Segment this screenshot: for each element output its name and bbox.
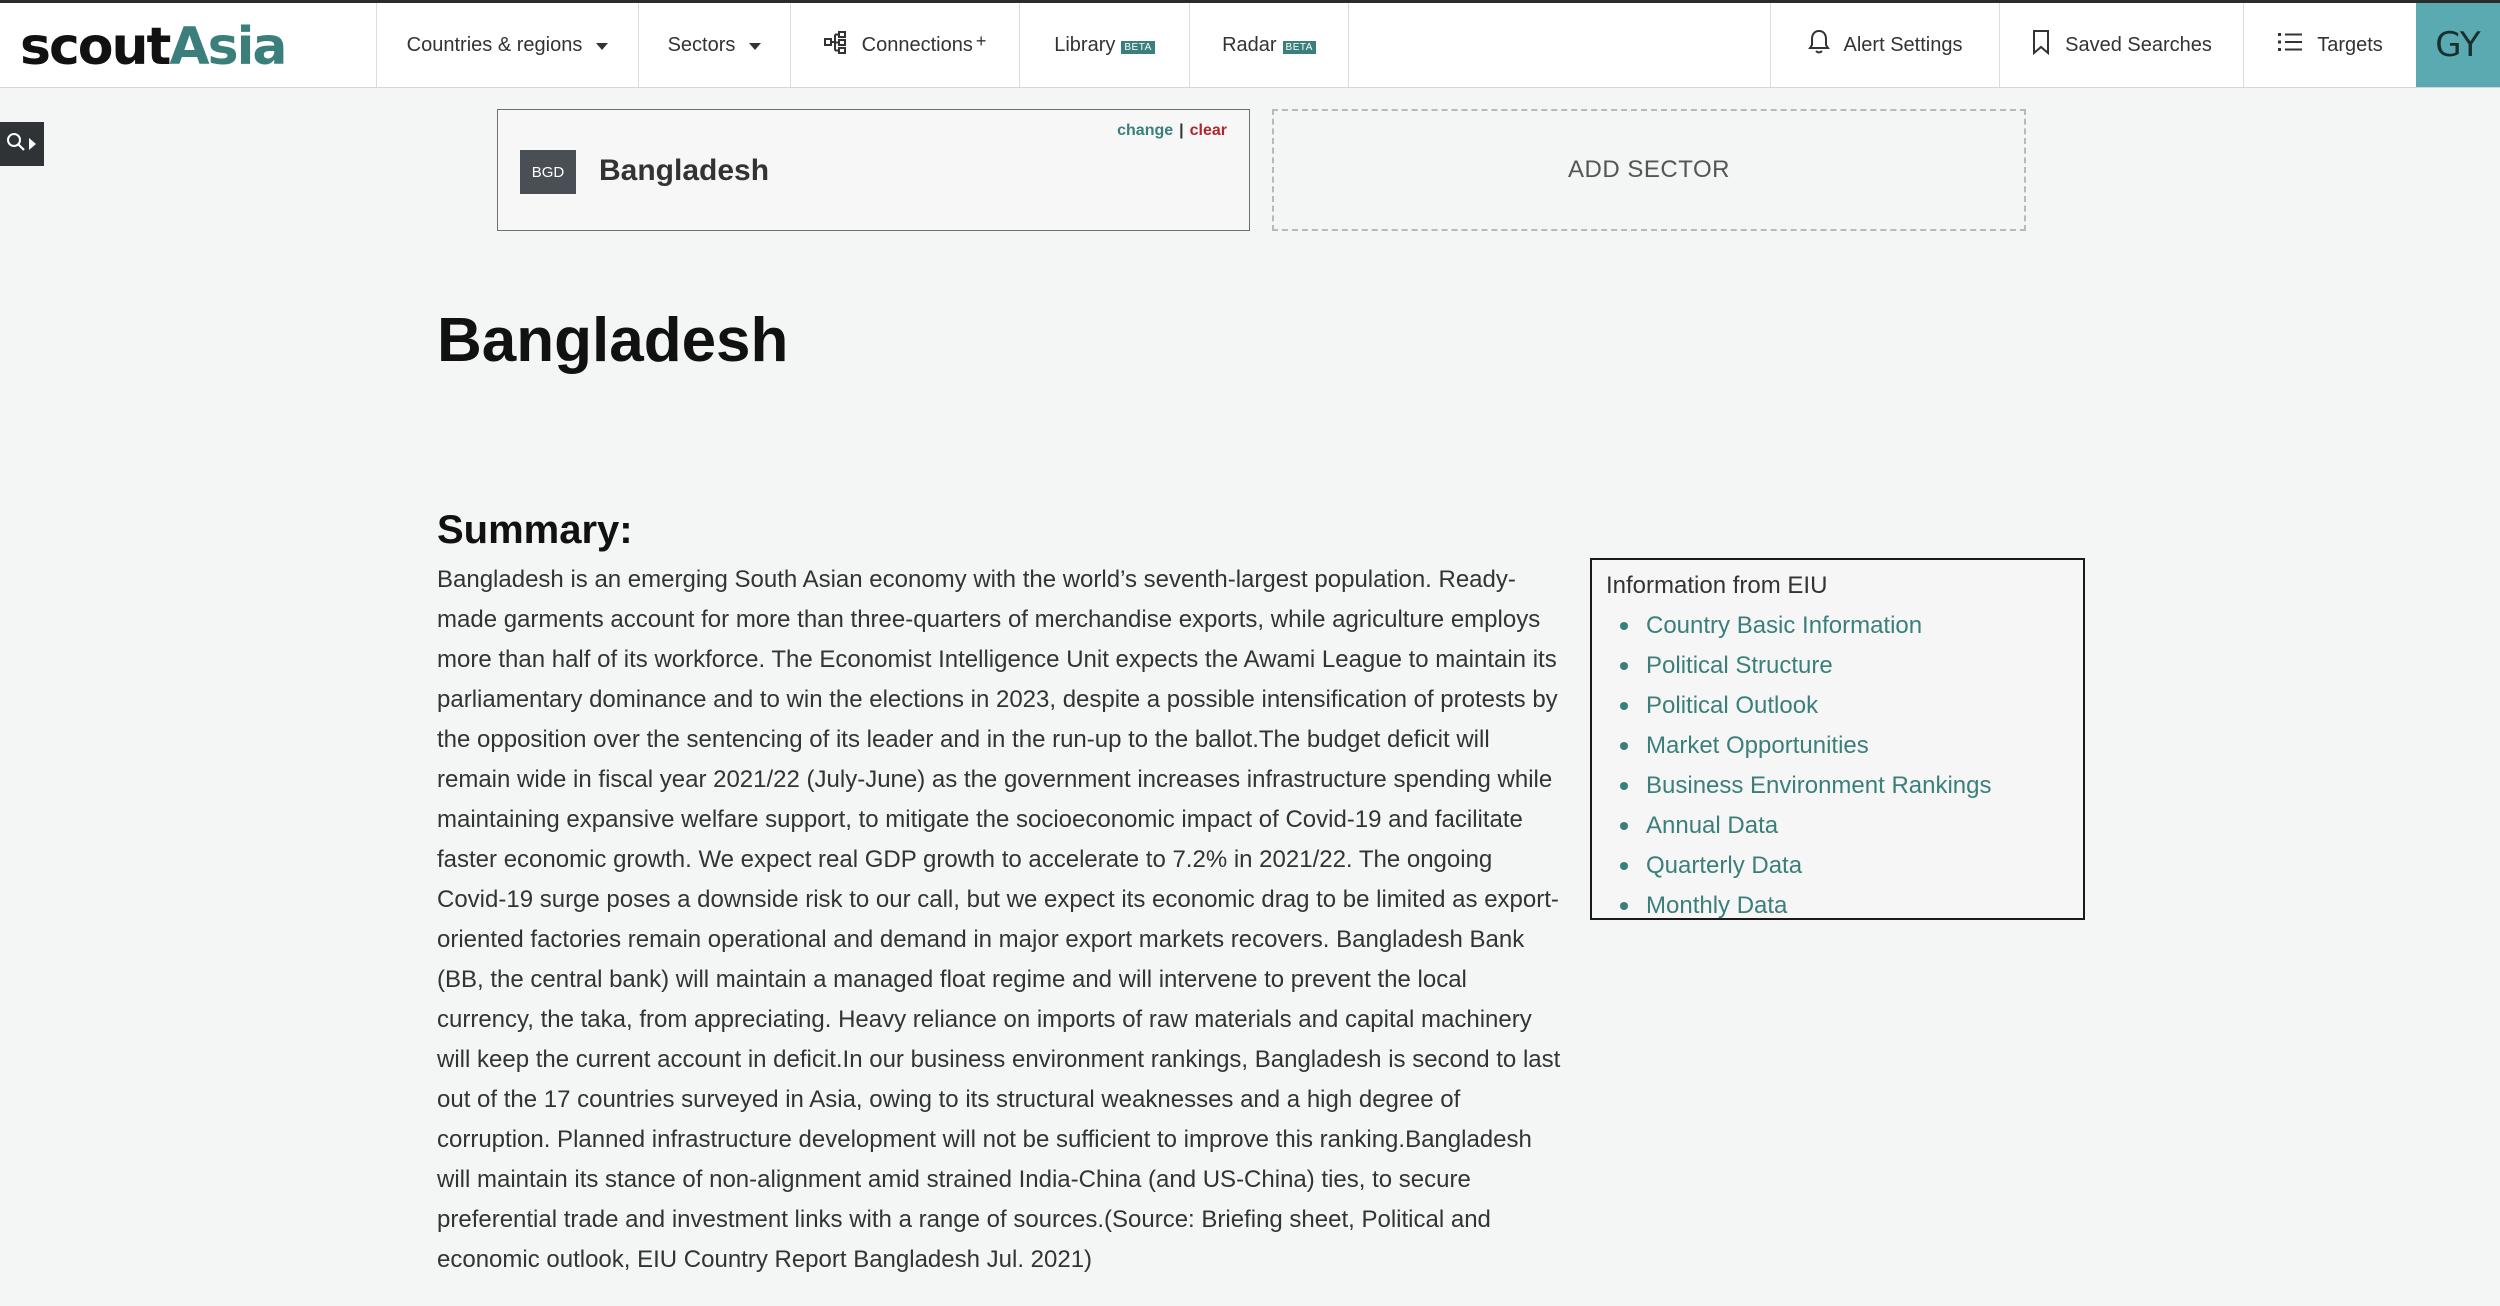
nav-sectors-label: Sectors <box>667 33 736 56</box>
caret-right-icon <box>29 138 36 150</box>
eiu-link-political-outlook[interactable]: Political Outlook <box>1606 686 2069 726</box>
nav-connections[interactable] <box>790 3 1019 87</box>
nav-connections-label: Connections <box>861 33 973 56</box>
card-actions <box>1117 122 1227 140</box>
nav-library[interactable] <box>1019 3 1189 87</box>
saved-searches-button[interactable] <box>1999 3 2243 87</box>
alert-settings-label: Alert Settings <box>1843 33 1963 56</box>
nav-countries-regions[interactable] <box>376 3 638 87</box>
search-icon <box>6 132 26 157</box>
plus-icon: + <box>975 30 987 51</box>
add-sector-button[interactable]: ADD SECTOR <box>1272 109 2026 231</box>
top-navigation-bar <box>0 0 2500 88</box>
eiu-link-business-environment-rankings[interactable]: Business Environment Rankings <box>1606 766 2069 806</box>
selected-country-name: Bangladesh <box>599 154 770 187</box>
eiu-link-annual-data[interactable]: Annual Data <box>1606 806 2069 846</box>
change-link[interactable]: change <box>1117 122 1174 139</box>
page-title: Bangladesh <box>437 306 789 375</box>
nav-library-label: Library <box>1054 33 1116 56</box>
selected-country-card <box>497 109 1250 231</box>
nav-radar-label: Radar <box>1222 33 1277 56</box>
separator: | <box>1179 122 1184 139</box>
nav-countries-label: Countries & regions <box>406 33 583 56</box>
scoutasia-logo[interactable]: scoutAsia <box>20 17 286 77</box>
user-avatar[interactable]: GY <box>2416 3 2500 87</box>
nav-radar[interactable] <box>1189 3 1349 87</box>
clear-link[interactable]: clear <box>1189 122 1227 139</box>
eiu-link-monthly-data[interactable]: Monthly Data <box>1606 886 2069 926</box>
eiu-link-political-structure[interactable]: Political Structure <box>1606 646 2069 686</box>
list-icon <box>2277 31 2303 59</box>
alert-settings-button[interactable] <box>1770 3 1999 87</box>
eiu-information-box <box>1590 558 2085 920</box>
beta-badge: BETA <box>1121 41 1154 54</box>
targets-button[interactable] <box>2243 3 2416 87</box>
saved-searches-label: Saved Searches <box>2065 33 2212 56</box>
country-code-badge: BGD <box>520 150 576 194</box>
beta-badge: BETA <box>1283 41 1316 54</box>
eiu-link-list <box>1606 606 2069 926</box>
eiu-box-title: Information from EIU <box>1606 572 1828 599</box>
eiu-link-market-opportunities[interactable]: Market Opportunities <box>1606 726 2069 766</box>
nav-sectors[interactable] <box>638 3 790 87</box>
chevron-down-icon <box>596 43 608 50</box>
summary-text: Bangladesh is an emerging South Asian economy with the world’s seventh-largest population. Ready-made garments account for more than three-quarters of merchandise exports, while agriculture employs more than half of its workforce. The Economist Intelligence Unit expects the Awami League to maintain its parliamentary dominance and to win the elections in 2023, despite a possible intensification of protests by the opposition over the sentencing of its leader and in the run-up to the ballot.The budget deficit will remain wide in fiscal year 2021/22 (July-June) as the government increases infrastructure spending while maintaining expansive welfare support, to mitigate the socioeconomic impact of Covid-19 and facilitate faster economic growth. We expect real GDP growth to accelerate to 7.2% in 2021/22. The ongoing Covid-19 surge poses a downside risk to our call, but we expect its economic drag to be limited as export-oriented factories remain operational and demand in major export markets recovers. Bangladesh Bank (BB, the central bank) will maintain a managed float regime and will intervene to prevent the local currency, the taka, from appreciating. Heavy reliance on imports of raw materials and capital machinery will keep the current account in deficit.In our business environment rankings, Bangladesh is second to last out of the 17 countries surveyed in Asia, owing to its structural weaknesses and a high degree of corruption. Planned infrastructure development will not be sufficient to improve this ranking.Bangladesh will maintain its stance of non-alignment amid strained India-China (and US-China) ties, to secure preferential trade and investment links with a range of sources.(Source: Briefing sheet, Political and economic outlook, EIU Country Report Bangladesh Jul. 2021) <box>437 566 1561 1273</box>
bell-icon <box>1808 29 1830 61</box>
summary-heading: Summary: <box>437 508 633 552</box>
chevron-down-icon <box>749 43 761 50</box>
targets-label: Targets <box>2317 33 2383 56</box>
bookmark-icon <box>2031 29 2051 61</box>
sidebar-search-toggle[interactable] <box>0 122 44 166</box>
eiu-link-country-basic-information[interactable]: Country Basic Information <box>1606 606 2069 646</box>
eiu-link-quarterly-data[interactable]: Quarterly Data <box>1606 846 2069 886</box>
network-icon <box>824 30 848 60</box>
